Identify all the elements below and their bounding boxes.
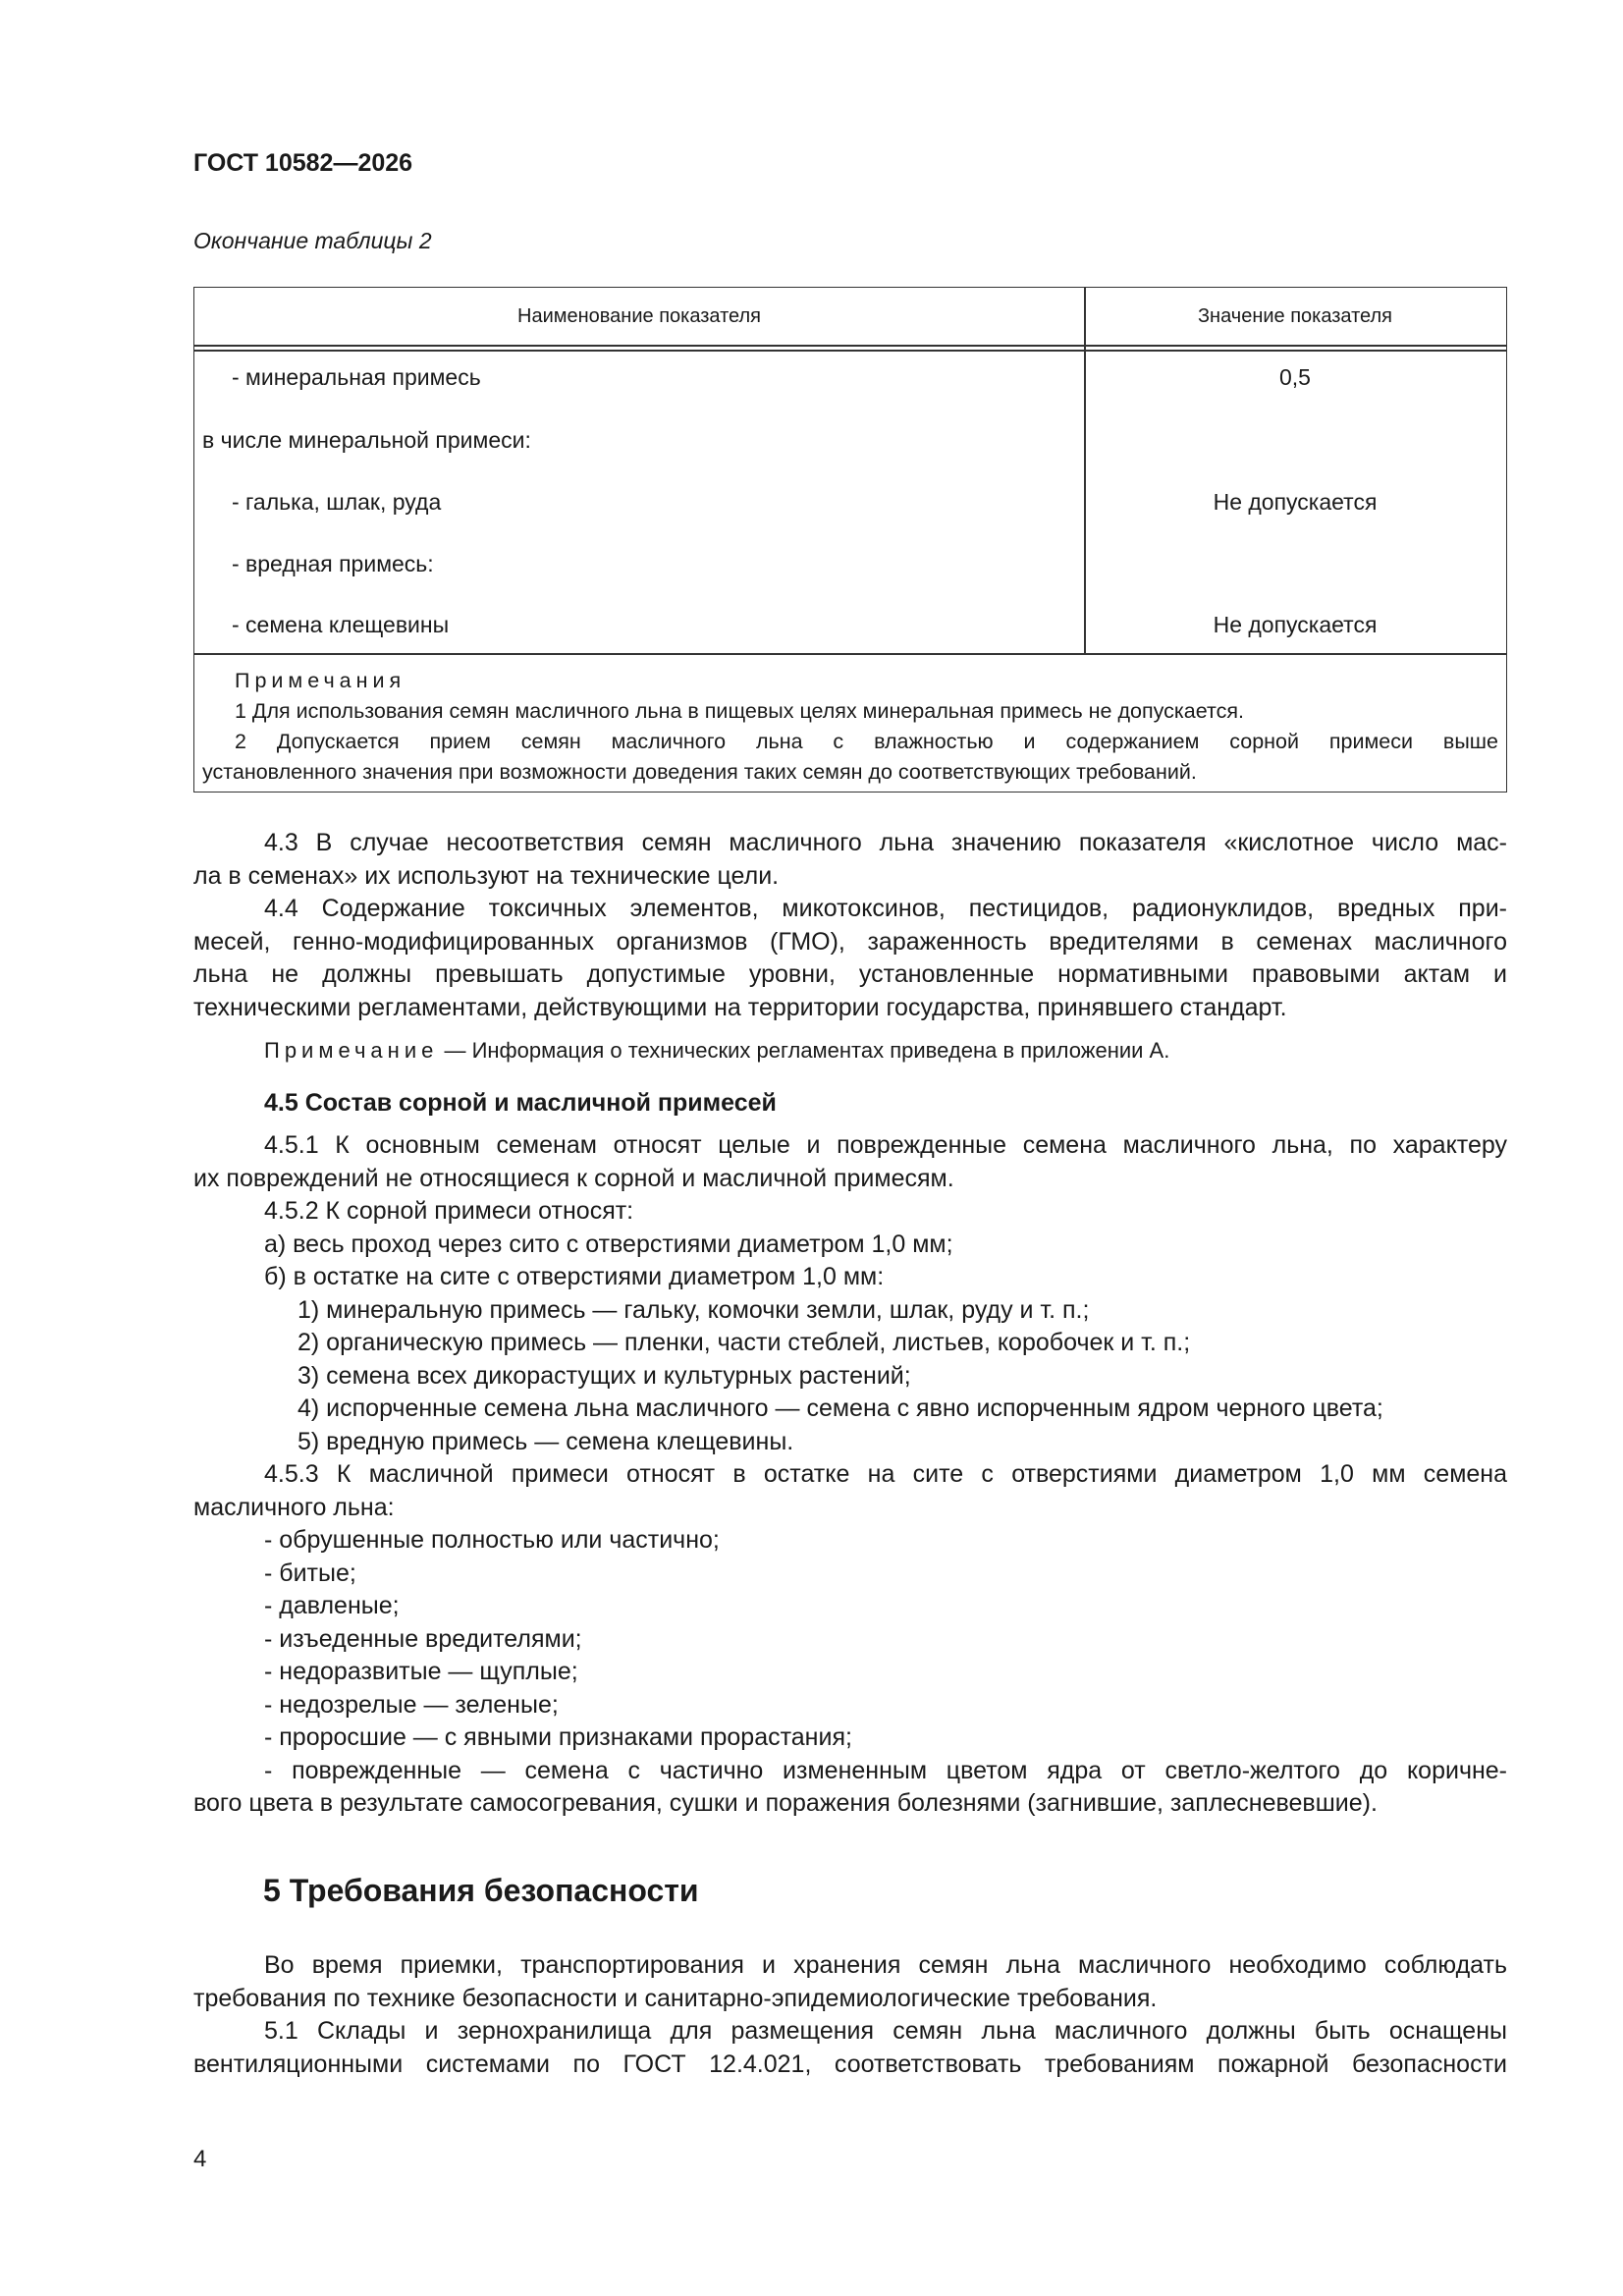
indicator-table <box>193 287 1507 793</box>
list-item: - проросшие — с явными признаками прорастания; <box>264 1723 852 1751</box>
note-text: — Информация о технических регламентах приведена в приложении А. <box>438 1038 1170 1063</box>
paragraph-4-4-cont: льна не должны превышать допустимые уровни, установленные нормативными правовыми актам и <box>193 960 1507 988</box>
list-item: - недоразвитые — щуплые; <box>264 1658 578 1685</box>
paragraph-4-3: 4.3 В случае несоответствия семян масличного льна значению показателя «кислотное число мас- <box>264 829 1507 856</box>
table-row-name: - галька, шлак, руда <box>232 489 442 515</box>
table-header-name: Наименование показателя <box>517 305 761 327</box>
list-item: - поврежденные — семена с частично измененным цветом ядра от светло-желтого до коричне- <box>264 1756 1507 1784</box>
table-row-name: в числе минеральной примеси: <box>202 427 531 453</box>
paragraph-4-5-2: 4.5.2 К сорной примеси относят: <box>264 1197 634 1225</box>
table-header-rule <box>194 345 1506 347</box>
paragraph-4-4-cont: месей, генно-модифицированных организмов (ГМО), зараженность вредителями в семенах масличного <box>193 927 1507 956</box>
table-header-rule <box>194 350 1506 352</box>
section-5-heading: 5 Требования безопасности <box>263 1873 699 1908</box>
table-row-name: - вредная примесь: <box>232 551 434 576</box>
list-item-cont: вого цвета в результате самосогревания, сушки и поражения болезнями (загнившие, заплесневевшие). <box>193 1789 1378 1817</box>
table-row-name: - минеральная примесь <box>232 364 481 390</box>
list-item: 5) вредную примесь — семена клещевины. <box>298 1427 794 1455</box>
paragraph-4-5-3: 4.5.3 К масличной примеси относят в остатке на сите с отверстиями диаметром 1,0 мм семена <box>264 1460 1507 1488</box>
page-number: 4 <box>193 2146 207 2172</box>
table-continuation-caption: Окончание таблицы 2 <box>193 228 432 253</box>
paragraph-5-1-cont: вентиляционными системами по ГОСТ 12.4.021, соответствовать требованиям пожарной безопасности <box>193 2050 1507 2078</box>
table-row-value: Не допускается <box>1213 489 1378 515</box>
note-label: Примечание <box>264 1038 439 1063</box>
list-item: 4) испорченные семена льна масличного — семена с явно испорченным ядром черного цвета; <box>298 1394 1383 1422</box>
section-4-5-heading: 4.5 Состав сорной и масличной примесей <box>264 1088 777 1117</box>
list-item: - изъеденные вредителями; <box>264 1624 582 1653</box>
paragraph-5-cont: требования по технике безопасности и санитарно-эпидемиологические требования. <box>193 1984 1158 2012</box>
table-row-value: 0,5 <box>1279 364 1311 390</box>
list-item: - битые; <box>264 1558 356 1587</box>
body-text <box>193 827 1507 1821</box>
notes-title: Примечания <box>235 669 406 692</box>
table-row-name: - семена клещевины <box>232 612 450 637</box>
paragraph-4-3-cont: ла в семенах» их используют на технические цели. <box>193 861 780 890</box>
table-notes <box>202 666 1498 788</box>
table-header-value: Значение показателя <box>1197 305 1393 327</box>
paragraph-4-5-3-cont: масличного льна: <box>193 1493 395 1521</box>
note <box>193 1034 1507 1067</box>
paragraph-4-5-1-cont: их повреждений не относящиеся к сорной и масличной примесям. <box>193 1164 954 1192</box>
list-item: б) в остатке на сите с отверстиями диаметром 1,0 мм: <box>264 1263 885 1290</box>
note-2: 2 Допускается прием семян масличного льна с влажностью и содержанием сорной примеси выше <box>235 730 1498 753</box>
list-item: - недозрелые — зеленые; <box>264 1690 559 1719</box>
list-item: а) весь проход через сито с отверстиями диаметром 1,0 мм; <box>264 1230 953 1258</box>
list-item: 3) семена всех дикорастущих и культурных растений; <box>298 1361 911 1390</box>
table-row-value: Не допускается <box>1213 612 1378 637</box>
list-item: - обрушенные полностью или частично; <box>264 1526 720 1554</box>
table-notes-rule <box>194 653 1506 655</box>
list-item: 1) минеральную примесь — гальку, комочки земли, шлак, руду и т. п.; <box>298 1295 1090 1324</box>
section-5-text <box>193 1949 1507 2081</box>
paragraph-5: Во время приемки, транспортирования и хранения семян льна масличного необходимо соблюдать <box>264 1951 1507 1979</box>
standard-number: ГОСТ 10582—2026 <box>193 149 413 177</box>
paragraph-4-4-cont: техническими регламентами, действующими на территории государства, принявшего стандарт. <box>193 993 1287 1021</box>
paragraph-4-5-1: 4.5.1 К основным семенам относят целые и поврежденные семена масличного льна, по характеру <box>264 1131 1507 1159</box>
note-1: 1 Для использования семян масличного льна в пищевых целях минеральная примесь не допускается. <box>235 699 1244 723</box>
note-2-continuation: установленного значения при возможности доведения таких семян до соответствующих требований. <box>202 760 1197 784</box>
table-column-divider <box>1084 288 1086 653</box>
list-item: - давленые; <box>264 1592 400 1619</box>
paragraph-5-1: 5.1 Склады и зернохранилища для размещения семян льна масличного должны быть оснащены <box>264 2017 1507 2045</box>
paragraph-4-4: 4.4 Содержание токсичных элементов, микотоксинов, пестицидов, радионуклидов, вредных при- <box>264 895 1507 922</box>
list-item: 2) органическую примесь — пленки, части стеблей, листьев, коробочек и т. п.; <box>298 1329 1191 1356</box>
